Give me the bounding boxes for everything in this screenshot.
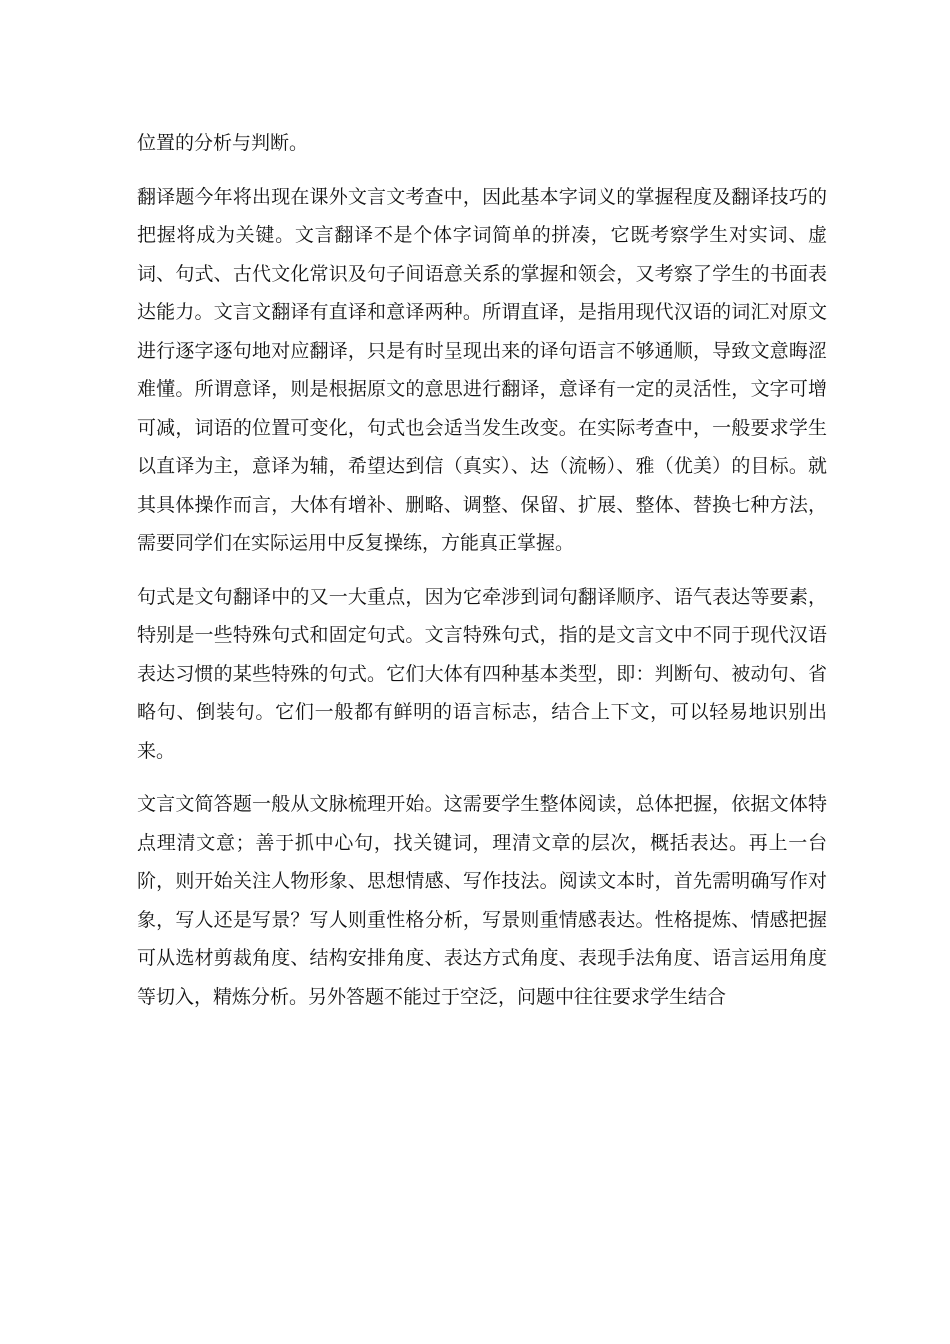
paragraph-3: 句式是文句翻译中的又一大重点，因为它牵涉到词句翻译顺序、语气表达等要素，特别是一些特殊句式和固定句式。文言特殊句式，指的是文言文中不同于现代汉语表达习惯的某些特殊的句式。它们大体有四种基本类型，即：判断句、被动句、省略句、倒装句。它们一般都有鲜明的语言标志，结合上下文，可以轻易地识别出来。 bbox=[137, 585, 827, 762]
paragraph-2: 翻译题今年将出现在课外文言文考查中，因此基本字词义的掌握程度及翻译技巧的把握将成为关键。文言翻译不是个体字词简单的拼凑，它既考察学生对实词、虚词、句式、古代文化常识及句子间语意关系的掌握和领会，又考察了学生的书面表达能力。文言文翻译有直译和意译两种。所谓直译，是指用现代汉语的词汇对原文进行逐字逐句地对应翻译，只是有时呈现出来的译句语言不够通顺，导致文意晦涩难懂。所谓意译，则是根据原文的意思进行翻译，意译有一定的灵活性，文字可增可减，词语的位置可变化，句式也会适当发生改变。在实际考查中，一般要求学生以直译为主，意译为辅，希望达到信（真实）、达（流畅）、雅（优美）的目标。就其具体操作而言，大体有增补、删略、调整、保留、扩展、整体、替换七种方法，需要同学们在实际运用中反复操练，方能真正掌握。 bbox=[137, 185, 827, 554]
document-body bbox=[137, 124, 827, 1031]
paragraph-1: 位置的分析与判断。 bbox=[137, 132, 309, 154]
paragraph-4: 文言文简答题一般从文脉梳理开始。这需要学生整体阅读，总体把握，依据文体特点理清文意；善于抓中心句，找关键词，理清文章的层次，概括表达。再上一台阶，则开始关注人物形象、思想情感、写作技法。阅读文本时，首先需明确写作对象，写人还是写景？写人则重性格分析，写景则重情感表达。性格提炼、情感把握可从选材剪裁角度、结构安排角度、表达方式角度、表现手法角度、语言运用角度等切入，精炼分析。另外答题不能过于空泛，问题中往往要求学生结合 bbox=[137, 793, 827, 1008]
